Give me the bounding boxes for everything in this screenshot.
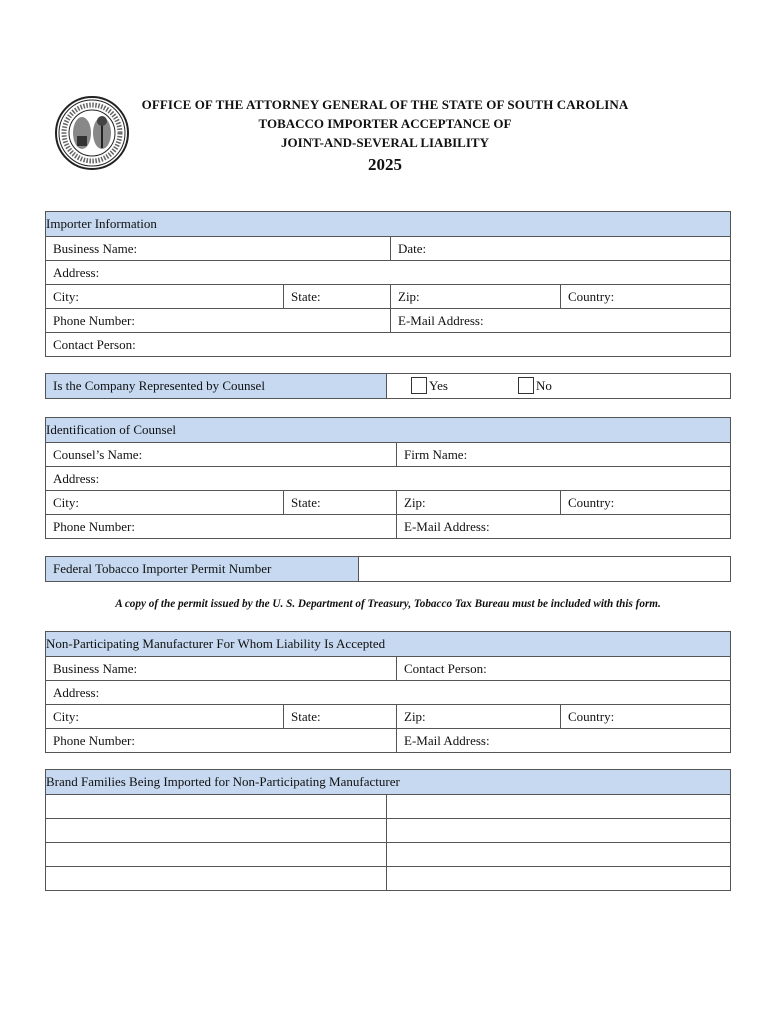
- office-title: OFFICE OF THE ATTORNEY GENERAL OF THE STATE OF SOUTH CAROLINA: [141, 97, 629, 112]
- brand-families-section: [45, 769, 731, 891]
- npm-section: [45, 631, 731, 753]
- permit-note: A copy of the permit issued by the U. S. Department of Treasury, Tobacco Tax Bureau must be included with this form.: [115, 598, 661, 610]
- business-name-field[interactable]: Business Name:: [53, 241, 138, 256]
- address-field[interactable]: Address:: [53, 265, 100, 280]
- firm-name-field[interactable]: Firm Name:: [396, 443, 730, 466]
- brand-cell[interactable]: [386, 795, 730, 818]
- counsel-address-field[interactable]: Address:: [53, 471, 100, 486]
- brand-cell[interactable]: [386, 843, 730, 866]
- form-title-line2: JOINT-AND-SEVERAL LIABILITY: [281, 135, 489, 150]
- yes-option[interactable]: [386, 374, 511, 398]
- country-field[interactable]: Country:: [560, 285, 730, 308]
- permit-label: Federal Tobacco Importer Permit Number: [46, 557, 358, 581]
- form-year: 2025: [368, 155, 402, 174]
- npm-city-field[interactable]: City:: [53, 709, 80, 724]
- npm-zip-field[interactable]: Zip:: [396, 705, 560, 728]
- form-title-line1: TOBACCO IMPORTER ACCEPTANCE OF: [258, 116, 512, 131]
- state-seal-logo: [55, 96, 129, 170]
- phone-field[interactable]: Phone Number:: [53, 313, 135, 328]
- brand-cell[interactable]: [46, 795, 386, 818]
- counsel-question-label: Is the Company Represented by Counsel: [46, 374, 386, 398]
- npm-address-field[interactable]: Address:: [53, 685, 100, 700]
- counsel-section-title: Identification of Counsel: [46, 418, 730, 442]
- npm-phone-field[interactable]: Phone Number:: [53, 733, 135, 748]
- npm-email-field[interactable]: E-Mail Address:: [396, 729, 730, 752]
- importer-section-title: Importer Information: [46, 212, 730, 236]
- npm-state-field[interactable]: State:: [283, 705, 396, 728]
- brand-cell[interactable]: [386, 867, 730, 890]
- form-header: [130, 96, 640, 176]
- date-field[interactable]: Date:: [390, 237, 730, 260]
- counsel-country-field[interactable]: Country:: [560, 491, 730, 514]
- npm-section-title: Non-Participating Manufacturer For Whom Liability Is Accepted: [46, 632, 730, 656]
- counsel-state-field[interactable]: State:: [283, 491, 396, 514]
- permit-number-field[interactable]: [358, 557, 730, 581]
- brand-families-title: Brand Families Being Imported for Non-Participating Manufacturer: [46, 770, 730, 794]
- no-checkbox[interactable]: [518, 377, 534, 394]
- email-field[interactable]: E-Mail Address:: [390, 309, 730, 332]
- counsel-question-section: [45, 373, 731, 399]
- state-field[interactable]: State:: [283, 285, 390, 308]
- no-option[interactable]: [511, 374, 730, 398]
- counsel-identification-section: [45, 417, 731, 539]
- counsel-phone-field[interactable]: Phone Number:: [53, 519, 135, 534]
- brand-cell[interactable]: [46, 819, 386, 842]
- contact-person-field[interactable]: Contact Person:: [53, 337, 136, 352]
- yes-checkbox[interactable]: [411, 377, 427, 394]
- brand-cell[interactable]: [46, 843, 386, 866]
- counsel-zip-field[interactable]: Zip:: [396, 491, 560, 514]
- importer-information-section: [45, 211, 731, 357]
- permit-section: [45, 556, 731, 582]
- npm-contact-person-field[interactable]: Contact Person:: [396, 657, 730, 680]
- npm-business-name-field[interactable]: Business Name:: [53, 661, 138, 676]
- yes-label: Yes: [429, 378, 448, 393]
- brand-cell[interactable]: [386, 819, 730, 842]
- counsel-city-field[interactable]: City:: [53, 495, 80, 510]
- counsel-email-field[interactable]: E-Mail Address:: [396, 515, 730, 538]
- city-field[interactable]: City:: [53, 289, 80, 304]
- no-label: No: [536, 378, 552, 393]
- brand-cell[interactable]: [46, 867, 386, 890]
- npm-country-field[interactable]: Country:: [560, 705, 730, 728]
- zip-field[interactable]: Zip:: [390, 285, 560, 308]
- counsel-name-field[interactable]: Counsel’s Name:: [53, 447, 143, 462]
